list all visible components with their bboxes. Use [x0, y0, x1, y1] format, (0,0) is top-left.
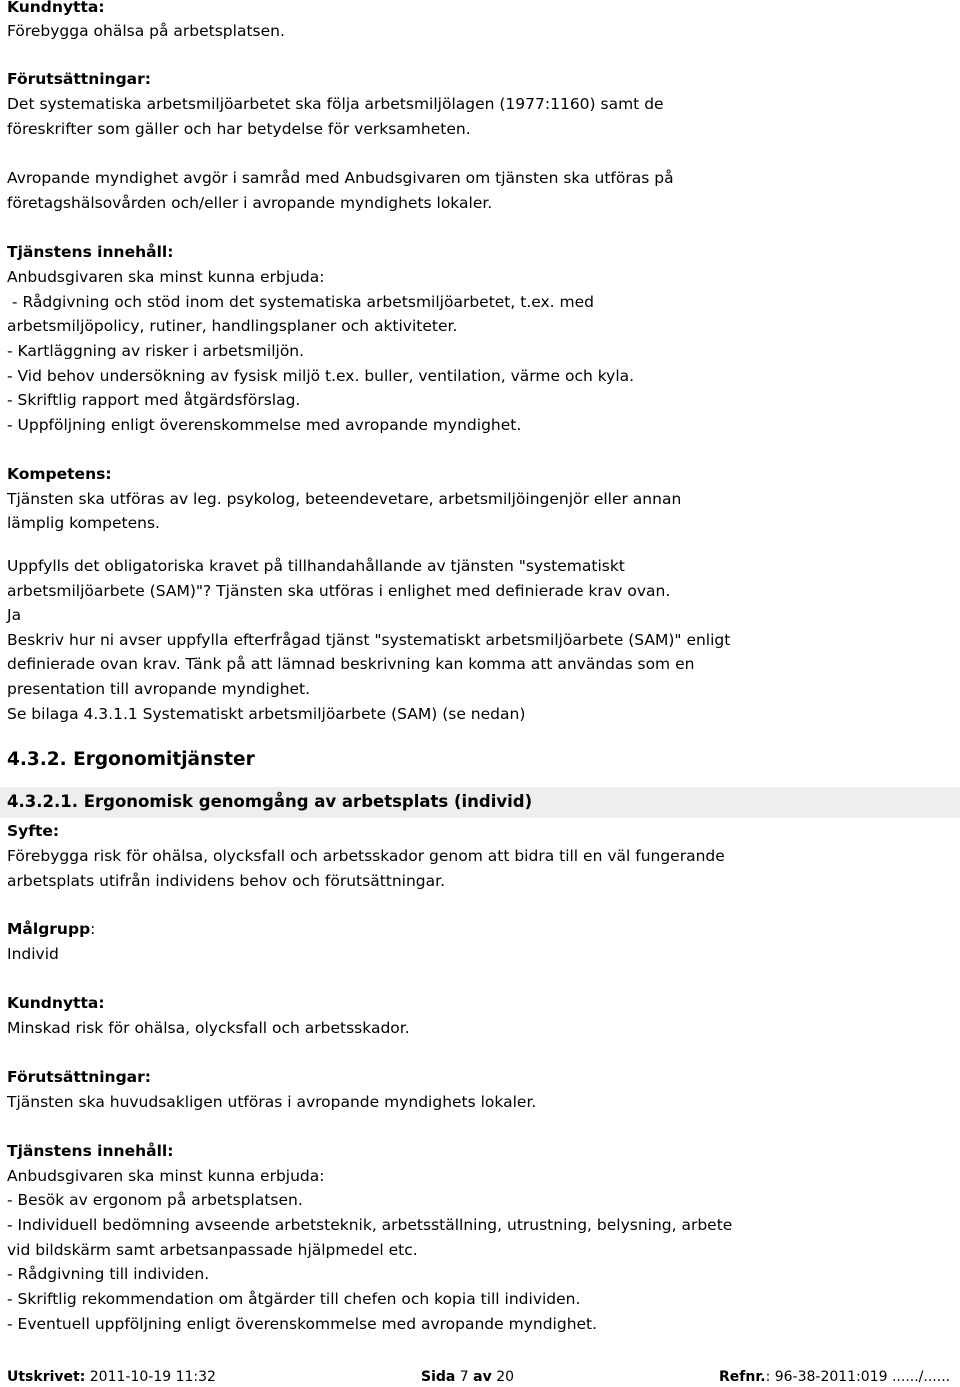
malgrupp-heading-label: Målgrupp: [7, 920, 91, 938]
uppfylls-line: presentation till avropande myndighet.: [7, 680, 311, 698]
uppfylls-line: definierade ovan krav. Tänk på att lämnad beskrivning kan komma att användas som en: [7, 655, 695, 673]
footer-refnr-value: : 96-38-2011:019 ....../......: [765, 1369, 951, 1385]
innehall-heading: Tjänstens innehåll:: [7, 243, 174, 261]
kundnytta-heading: Kundnytta:: [7, 0, 105, 16]
footer-sida-total: 20: [491, 1369, 515, 1385]
forutsattningar-text: Tjänsten ska huvudsakligen utföras i avropande myndighets lokaler.: [7, 1093, 537, 1111]
innehall-line: arbetsmiljöpolicy, rutiner, handlingsplaner och aktiviteter.: [7, 317, 458, 335]
uppfylls-line: Uppfylls det obligatoriska kravet på tillhandahållande av tjänsten "systematiskt: [7, 557, 625, 575]
innehall-line: - Uppföljning enligt överenskommelse med avropande myndighet.: [7, 416, 522, 434]
kundnytta-text: Minskad risk för ohälsa, olycksfall och arbetsskador.: [7, 1019, 410, 1037]
syfte-line: arbetsplats utifrån individens behov och förutsättningar.: [7, 872, 446, 890]
innehall-line: - Vid behov undersökning av fysisk miljö t.ex. buller, ventilation, värme och kyla.: [7, 367, 635, 385]
subsection-heading: 4.3.2.1. Ergonomisk genomgång av arbetsplats (individ): [7, 792, 533, 811]
footer-utskrivet-label: Utskrivet:: [7, 1369, 86, 1385]
avropande-line: företagshälsovården och/eller i avropande myndighets lokaler.: [7, 194, 493, 212]
footer-sida-num: 7: [455, 1369, 474, 1385]
footer-av-label: av: [473, 1369, 492, 1385]
innehall-line: - Skriftlig rapport med åtgärdsförslag.: [7, 391, 301, 409]
kompetens-heading: Kompetens:: [7, 465, 112, 483]
innehall-line: - Kartläggning av risker i arbetsmiljön.: [7, 342, 305, 360]
syfte-heading: Syfte:: [7, 822, 60, 840]
innehall-line: Anbudsgivaren ska minst kunna erbjuda:: [7, 1167, 325, 1185]
footer-sida-label: Sida: [421, 1369, 456, 1385]
uppfylls-answer: Ja: [7, 606, 22, 624]
syfte-line: Förebygga risk för ohälsa, olycksfall och arbetsskador genom att bidra till en väl fungerande: [7, 847, 725, 865]
forutsattningar-heading: Förutsättningar:: [7, 1068, 151, 1086]
kundnytta-heading: Kundnytta:: [7, 994, 105, 1012]
footer-refnr: [719, 1367, 950, 1387]
footer-utskrivet: [7, 1367, 216, 1387]
kompetens-line: Tjänsten ska utföras av leg. psykolog, beteendevetare, arbetsmiljöingenjör eller annan: [7, 490, 682, 508]
footer-page-number: [421, 1367, 514, 1387]
avropande-line: Avropande myndighet avgör i samråd med Anbudsgivaren om tjänsten ska utföras på: [7, 169, 674, 187]
innehall-line: - Besök av ergonom på arbetsplatsen.: [7, 1191, 303, 1209]
forutsattningar-line: Det systematiska arbetsmiljöarbetet ska följa arbetsmiljölagen (1977:1160) samt de: [7, 95, 664, 113]
innehall-line: Anbudsgivaren ska minst kunna erbjuda:: [7, 268, 325, 286]
section-heading: 4.3.2. Ergonomitjänster: [7, 749, 255, 770]
innehall-line: vid bildskärm samt arbetsanpassade hjälpmedel etc.: [7, 1241, 418, 1259]
innehall-line: - Rådgivning och stöd inom det systematiska arbetsmiljöarbetet, t.ex. med: [7, 293, 595, 311]
innehall-line: - Skriftlig rekommendation om åtgärder till chefen och kopia till individen.: [7, 1290, 581, 1308]
forutsattningar-heading: Förutsättningar:: [7, 70, 151, 88]
forutsattningar-line: föreskrifter som gäller och har betydelse för verksamheten.: [7, 120, 471, 138]
innehall-heading: Tjänstens innehåll:: [7, 1142, 174, 1160]
innehall-line: - Individuell bedömning avseende arbetsteknik, arbetsställning, utrustning, belysning, arbete: [7, 1216, 733, 1234]
malgrupp-heading-colon: :: [90, 920, 96, 938]
footer-refnr-label: Refnr.: [719, 1369, 766, 1385]
uppfylls-line: arbetsmiljöarbete (SAM)"? Tjänsten ska utföras i enlighet med definierade krav ovan.: [7, 582, 671, 600]
uppfylls-line: Se bilaga 4.3.1.1 Systematiskt arbetsmiljöarbete (SAM) (se nedan): [7, 705, 526, 723]
kundnytta-text: Förebygga ohälsa på arbetsplatsen.: [7, 22, 285, 40]
malgrupp-heading: [7, 919, 95, 939]
uppfylls-line: Beskriv hur ni avser uppfylla efterfrågad tjänst "systematiskt arbetsmiljöarbete (SAM)" enligt: [7, 631, 731, 649]
innehall-line: - Eventuell uppföljning enligt överenskommelse med avropande myndighet.: [7, 1315, 598, 1333]
kompetens-line: lämplig kompetens.: [7, 514, 160, 532]
footer-utskrivet-value: 2011-10-19 11:32: [85, 1369, 216, 1385]
innehall-line: - Rådgivning till individen.: [7, 1265, 210, 1283]
malgrupp-text: Individ: [7, 945, 59, 963]
